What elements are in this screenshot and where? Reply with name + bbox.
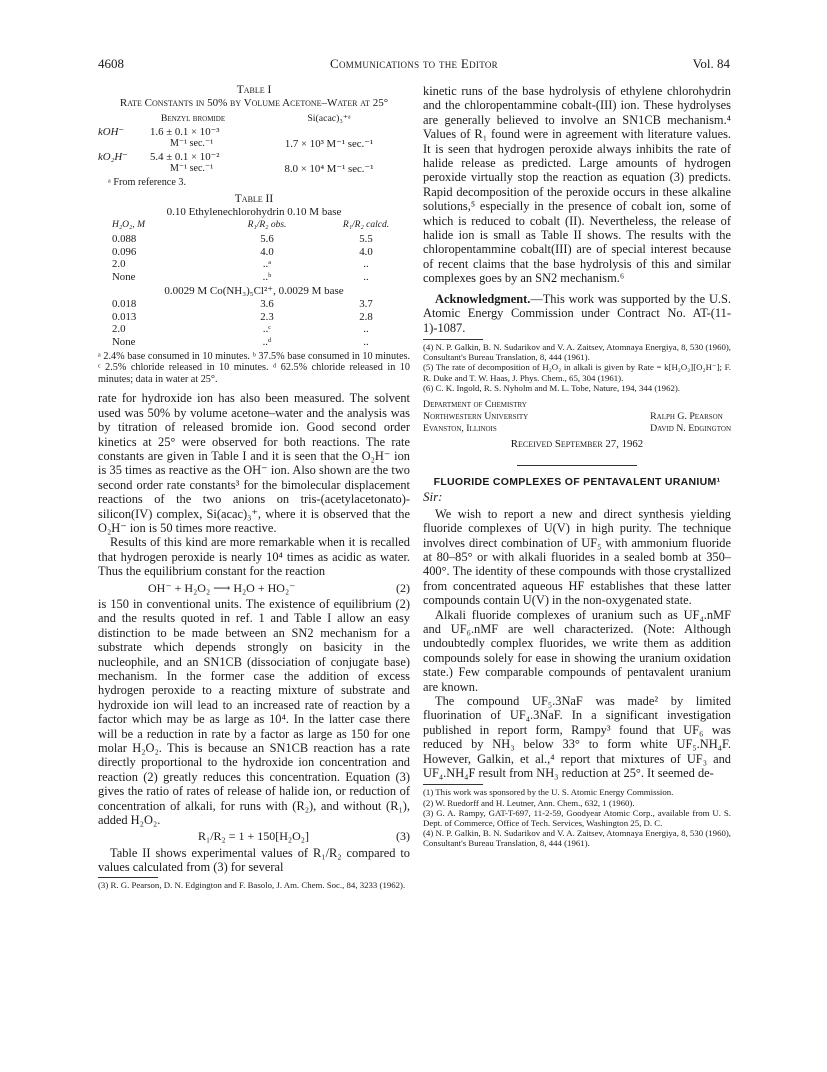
equation-text: R₁/R₂ = 1 + 150[H₂O₂]: [198, 829, 309, 844]
table-cell: 2.0: [112, 258, 126, 271]
table-cell: ..: [363, 335, 369, 348]
table-2-footnote: ᵃ 2.4% base consumed in 10 minutes. ᵇ 37.5% base consumed in 10 minutes. ᶜ 2.5% chloride released in 10 minutes. ᵈ 62.5% chloride released in 10 minutes; data in water at 25°.: [98, 350, 410, 385]
table-row: [98, 246, 410, 259]
table-row: [98, 233, 410, 246]
table-cell: 5.6: [260, 233, 274, 246]
table-row: [98, 271, 410, 284]
table-1-caption: Table I: [236, 84, 272, 96]
affiliation-dept: Department of Chemistry: [423, 398, 527, 410]
table-2-group-title: 0.0029 M Co(NH₃)₅Cl²⁺, 0.0029 M base: [164, 284, 344, 297]
table-cell: ..: [363, 258, 369, 271]
table-cell: 4.0: [260, 245, 274, 258]
body-paragraph: is 150 in conventional units. The existence of equilibrium (2) and the results quoted in ref. 1 and Table I allow an easy distinction to be made between an SN2 mechanism for a substrate which depends strongly on basicity in the nucleophile, and an SN1CB (dissociation of conjugate base) mechanism. In the former case the addition of excess hydrogen peroxide to a reacting mixture of substrate and hydroxide ion will lead to an increased rate of reaction by a factor which may be as large as 10⁴. In the latter case there will be a reduction in rate by a factor as large as 150 for one molar H₂O₂. This is because an SN1CB reaction has a rate directly proportional to the hydroxide ion concentration and reaction (2) greatly reduces this concentration. Equation (3) gives the ratio of rates of release of halide ion, or reduction of concentration of alkali, for runs with (R₂), and without (R₁), added H₂O₂.: [98, 596, 410, 828]
table-cell: 5.5: [359, 233, 373, 246]
body-paragraph: rate for hydroxide ion has also been measured. The solvent used was 50% by volume acetone–water and the analysis was by titration of released bromide ion. Good second order kinetics at 25° were observed for both reactions. The rate constants are given in Table I and it is seen that the O₂H⁻ ion is 35 times as reactive as the OH⁻ ion. Also shown are the two second order rate constants³ for the bimolecular displacement reactions of the two anions on tris-(acetylacetonato)-silicon(IV) complex, Si(acac)₃⁺, where it is observed that the O₂H⁻ ion is 50 times more reactive.: [98, 391, 410, 535]
body-paragraph: Results of this kind are more remarkable when it is recalled that hydrogen peroxide is nearly 10⁴ times as acidic as water. Thus the equilibrium constant for the reaction: [98, 535, 410, 579]
equation-number: (3): [396, 829, 410, 844]
footnote: (4) N. P. Galkin, B. N. Sudarikov and V. A. Zaitsev, Atomnaya Energiya, 8, 530 (1960), Consultant's Bureau Translation, 8, 444 (1961).: [423, 341, 731, 363]
acknowledgment-text: —This work was supported by the U.S. Atomic Energy Commission under Contract No. AT-(11-1)-1087.: [423, 291, 731, 335]
equation-number: (2): [396, 580, 410, 595]
table-cell: 2.8: [359, 310, 373, 323]
table-cell: 2.0: [112, 323, 126, 336]
salutation: Sir:: [423, 489, 443, 505]
body-paragraph: Table II shows experimental values of R₁/R₂ compared to values calculated from (3) for several: [98, 845, 410, 875]
table-cell: ..: [363, 323, 369, 336]
affiliation-university: Northwestern University: [423, 410, 529, 422]
table-1: [98, 84, 410, 189]
article-title: FLUORIDE COMPLEXES OF PENTAVALENT URANIUM¹: [433, 476, 721, 489]
table-cell: 0.013: [112, 310, 137, 323]
volume-label: Vol. 84: [692, 56, 730, 71]
journal-section-title: Communications to the Editor: [330, 56, 498, 71]
table-row: [98, 336, 410, 349]
page-header: [98, 56, 730, 74]
table-row: [98, 151, 410, 164]
footnote: (1) This work was sponsored by the U. S. Atomic Energy Commission.: [423, 787, 674, 798]
table-row: [98, 311, 410, 324]
footnote-divider: [423, 784, 483, 785]
affiliation-block: [423, 399, 731, 435]
table-2-col-header: R₁/R₂ obs.: [247, 219, 287, 230]
table-cell: 3.7: [359, 298, 373, 311]
table-row: [98, 323, 410, 336]
article-divider: [517, 465, 637, 466]
acknowledgment-label: Acknowledgment.: [435, 291, 531, 306]
left-column: [98, 84, 410, 890]
footnote: (4) N. P. Galkin, B. N. Sudarikov and V. A. Zaitsev, Atomnaya Energiya, 8, 530 (1960), Consultant's Bureau Translation, 8, 444 (1961).: [423, 828, 731, 849]
table-2-body: [98, 219, 410, 349]
table-cell: ..ᶜ: [262, 323, 272, 336]
table-cell: 3.6: [260, 298, 274, 311]
equation-2: [98, 579, 410, 597]
body-paragraph: The compound UF₅.3NaF was made² by limited fluorination of UF₄.3NaF. In a significant investigation published in report form, Rampy³ found that UF₆ was reduced by NH₃ below 33° to form white UF₅.NH₄F. However, Galkin, et al.,⁴ report that mixtures of UF₃ and UF₄.NH₄F result from NH₃ reduction at 25°. It seemed de-: [423, 694, 731, 781]
table-1-footnote: ᵃ From reference 3.: [108, 176, 187, 188]
table-cell: None: [112, 270, 136, 283]
table-cell: 1.7 × 10³ M⁻¹ sec.⁻¹: [284, 138, 374, 151]
table-1-col-header: Si(acac)₃⁺ᵃ: [307, 113, 351, 124]
equation-text: OH⁻ + H₂O₂ ⟶ H₂O + HO₂⁻: [148, 580, 296, 595]
footnote: (3) G. A. Rampy, GAT-T-697, 11-2-59, Goodyear Atomic Corp., available from U. S. Dept. of Commerce, Office of Tech. Services, Washington 25, D. C.: [423, 807, 731, 829]
body-paragraph: Alkali fluoride complexes of uranium such as UF₄.nMF and UF₆.nMF are well characterized. (Note: Although undoubtedly complex fluorides, we write them as addition compounds solely for ease in showing the uranium oxidation state.) Few comparable compounds of pentavalent uranium are known.: [423, 607, 731, 694]
table-cell: 2.3: [260, 310, 274, 323]
table-cell: 0.018: [112, 298, 137, 311]
table-2: [98, 193, 410, 386]
footnote-divider: [98, 877, 158, 878]
acknowledgment: [423, 292, 731, 335]
table-cell: 0.088: [112, 233, 137, 246]
table-row: [98, 163, 410, 176]
table-cell: 4.0: [359, 245, 373, 258]
table-2-caption: Table II: [234, 192, 274, 205]
table-cell: 0.096: [112, 245, 137, 258]
footnote: (6) C. K. Ingold, R. S. Nyholm and M. L. Tobe, Nature, 194, 344 (1962).: [423, 382, 680, 393]
table-row: [98, 298, 410, 311]
body-paragraph: We wish to report a new and direct synthesis yielding fluoride complexes of U(V) in high purity. The technique involves direct combination of UF₅ with ammonium fluoride at 80–85° or with alkali fluorides in a sealed bomb at 350–400°. The identity of these compounds with those crystallized from concentrated aqueous HF establishes that these latter compounds contain U(V) in the non-oxygenated state.: [423, 506, 731, 608]
author-name: David N. Edgington: [650, 422, 731, 434]
table-cell: M⁻¹ sec.⁻¹: [170, 163, 214, 175]
equation-3: [98, 827, 410, 845]
table-2-col-header: H₂O₂, M: [112, 219, 145, 230]
table-cell: ..ᵈ: [262, 335, 272, 348]
right-column: [423, 84, 731, 849]
table-2-subtitle: 0.10 Ethylenechlorohydrin 0.10 M base: [166, 205, 342, 218]
table-cell: M⁻¹ sec.⁻¹: [170, 138, 214, 150]
footnote: (5) The rate of decomposition of H₂O₂ in alkali is given by Rate = k[H₂O₂][O₂H⁻]; F. R. Duke and T. W. Haas, J. Phys. Chem., 65, 304 (1961).: [423, 362, 731, 383]
row-label: kOH⁻: [98, 125, 125, 138]
footnote-divider: [423, 339, 483, 340]
table-1-title: Rate Constants in 50% by Volume Acetone–Water at 25°: [119, 97, 389, 109]
table-1-col-header: Benzyl bromide: [160, 113, 226, 124]
table-1-body: [98, 113, 410, 176]
table-cell: 8.0 × 10⁴ M⁻¹ sec.⁻¹: [284, 163, 374, 176]
table-cell: ..: [363, 270, 369, 283]
table-cell: 5.4 ± 0.1 × 10⁻²: [150, 150, 220, 163]
table-row: [98, 126, 410, 139]
row-label: kO₂H⁻: [98, 150, 128, 163]
received-date: Received September 27, 1962: [510, 437, 644, 450]
footnote: (3) R. G. Pearson, D. N. Edgington and F. Basolo, J. Am. Chem. Soc., 84, 3233 (1962).: [98, 879, 406, 890]
table-cell: 1.6 ± 0.1 × 10⁻³: [150, 125, 220, 138]
table-cell: ..ᵃ: [262, 258, 272, 271]
table-row: [98, 138, 410, 151]
table-2-col-header: R₁/R₂ calcd.: [342, 219, 390, 230]
footnote: (2) W. Ruedorff and H. Leutner, Ann. Chem., 632, 1 (1960).: [423, 797, 635, 808]
page-number: 4608: [98, 56, 124, 71]
table-row: [98, 258, 410, 271]
table-cell: None: [112, 335, 136, 348]
body-paragraph: kinetic runs of the base hydrolysis of ethylene chlorohydrin and the chloropentammine cobalt-(III) ion. These hydrolyses are generally believed to involve an SN1CB mechanism.⁴ Values of R₁ found were in agreement with literature values. It is seen that hydrogen peroxide always inhibits the rate of halide release as predicted. Large amounts of hydrogen peroxide virtually stop the reaction as equation (3) predicts. Rapid decomposition of the peroxide occurs in these alkaline solutions,⁵ especially in the presence of cobalt ion, some of which is reduced to cobalt (II). Nevertheless, the release of halide ion is small as Table II shows. The results with the chloropentammine cobalt(III) are of special interest because of recent claims that the base hydrolysis of this and similar complexes goes by an SN2 mechanism.⁶: [423, 84, 731, 286]
affiliation-city: Evanston, Illinois: [423, 422, 497, 434]
table-cell: ..ᵇ: [262, 270, 272, 283]
author-name: Ralph G. Pearson: [650, 410, 723, 422]
